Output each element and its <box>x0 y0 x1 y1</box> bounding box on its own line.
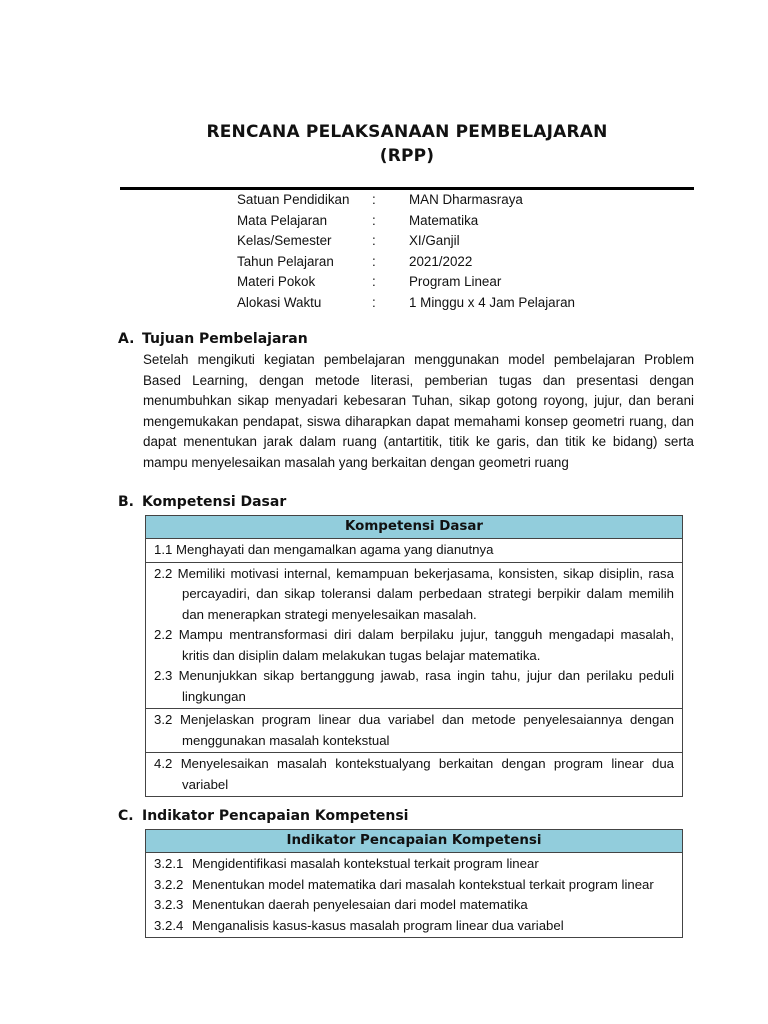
indicator-code: 3.2.3 <box>154 897 184 912</box>
identity-label: Materi Pokok <box>237 274 316 289</box>
section-letter: B. <box>118 494 134 510</box>
table-row <box>146 753 683 797</box>
identity-value: Matematika <box>409 212 479 228</box>
section-b-heading <box>118 494 286 510</box>
table-header-cell: Kompetensi Dasar <box>146 516 683 539</box>
identity-label: Kelas/Semester <box>237 233 332 248</box>
indicator-code: 3.2.2 <box>154 876 184 892</box>
indicator-item <box>154 854 674 875</box>
section-c-heading <box>118 808 408 824</box>
identity-colon: : <box>372 233 376 248</box>
table-cell <box>146 539 683 563</box>
identity-colon: : <box>372 192 376 207</box>
title-line-2: (RPP) <box>379 146 435 166</box>
table-cell <box>146 853 683 938</box>
table-header-row <box>146 830 683 853</box>
indicator-code: 3.2.1 <box>154 856 184 871</box>
kd-item: 4.2 Menyelesaikan masalah kontekstualyang berkaitan dengan program linear dua variabel <box>154 756 674 792</box>
table-row <box>146 709 683 753</box>
indicator-text: Mengidentifikasi masalah kontekstual terkait program linear <box>192 856 539 871</box>
section-letter: C. <box>118 808 134 824</box>
kompetensi-dasar-table <box>145 515 683 797</box>
indicator-item <box>154 895 674 916</box>
identity-label: Tahun Pelajaran <box>237 253 334 269</box>
kd-item: 1.1 Menghayati dan mengamalkan agama yang dianutnya <box>154 542 494 557</box>
kd-item: 3.2 Menjelaskan program linear dua variabel dan metode penyelesaiannya dengan menggunakan masalah kontekstual <box>154 712 674 748</box>
identity-colon: : <box>372 294 376 310</box>
title-line-1: RENCANA PELAKSANAAN PEMBELAJARAN <box>206 122 608 142</box>
kd-item: 2.2 Memiliki motivasi internal, kemampuan bekerjasama, konsisten, sikap disiplin, rasa percayadiri, dan sikap toleransi dalam perbedaan strategi berpikir dalam memilih dan menerapkan strategi menyelesaikan masalah. <box>154 565 674 622</box>
table-cell <box>146 753 683 797</box>
identity-block <box>237 190 657 313</box>
table-cell <box>146 562 683 709</box>
table-cell <box>146 709 683 753</box>
identity-value: 2021/2022 <box>409 253 473 269</box>
indicator-text: Menentukan model matematika dari masalah kontekstual terkait program linear <box>192 876 654 892</box>
table-header-row <box>146 516 683 539</box>
kd-item: 2.3 Menunjukkan sikap bertanggung jawab, rasa ingin tahu, jujur dan perilaku peduli lingkungan <box>154 668 674 704</box>
kd-item: 2.2 Mampu mentransformasi diri dalam berpilaku jujur, tangguh mengadapi masalah, kritis dan disiplin dalam melakukan tugas belajar matematika. <box>154 627 674 663</box>
identity-row <box>237 272 657 293</box>
identity-colon: : <box>372 253 376 269</box>
indicator-text: Menganalisis kasus-kasus masalah program linear dua variabel <box>192 917 564 933</box>
section-title: Tujuan Pembelajaran <box>142 331 308 347</box>
indicator-code: 3.2.4 <box>154 917 184 933</box>
identity-colon: : <box>372 212 376 228</box>
identity-value: Program Linear <box>409 274 502 289</box>
identity-colon: : <box>372 274 376 289</box>
section-title: Indikator Pencapaian Kompetensi <box>142 808 409 824</box>
indicator-text: Menentukan daerah penyelesaian dari model matematika <box>192 897 528 912</box>
page-title <box>120 120 694 168</box>
section-title: Kompetensi Dasar <box>142 494 287 510</box>
identity-row <box>237 231 657 252</box>
indicator-item <box>154 916 674 937</box>
table-row <box>146 539 683 563</box>
identity-value: MAN Dharmasraya <box>409 192 523 207</box>
identity-value: XI/Ganjil <box>409 233 460 248</box>
section-a-heading <box>118 331 308 347</box>
identity-label: Mata Pelajaran <box>237 212 328 228</box>
table-row <box>146 853 683 938</box>
identity-label: Alokasi Waktu <box>237 294 322 310</box>
identity-label: Satuan Pendidikan <box>237 192 350 207</box>
identity-row <box>237 252 657 273</box>
indicator-item <box>154 875 674 896</box>
section-letter: A. <box>118 331 135 347</box>
section-a-paragraph: Setelah mengikuti kegiatan pembelajaran menggunakan model pembelajaran Problem Based Learning, dengan metode literasi, pemberian tugas dan presentasi dengan menumbuhkan sikap menyadari kebesaran Tuhan, sikap gotong royong, jujur, dan berani mengemukakan pendapat, siswa diharapkan dapat memahami konsep geometri ruang, dan dapat menentukan jarak dalam ruang (antartitik, titik ke garis, dan titik ke bidang) serta mampu menyelesaikan masalah yang berkaitan dengan geometri ruang <box>143 352 694 470</box>
table-row <box>146 562 683 709</box>
table-header-cell: Indikator Pencapaian Kompetensi <box>146 830 683 853</box>
identity-row <box>237 211 657 232</box>
identity-value: 1 Minggu x 4 Jam Pelajaran <box>409 294 575 310</box>
identity-row <box>237 190 657 211</box>
identity-row <box>237 293 657 314</box>
indikator-table <box>145 829 683 938</box>
